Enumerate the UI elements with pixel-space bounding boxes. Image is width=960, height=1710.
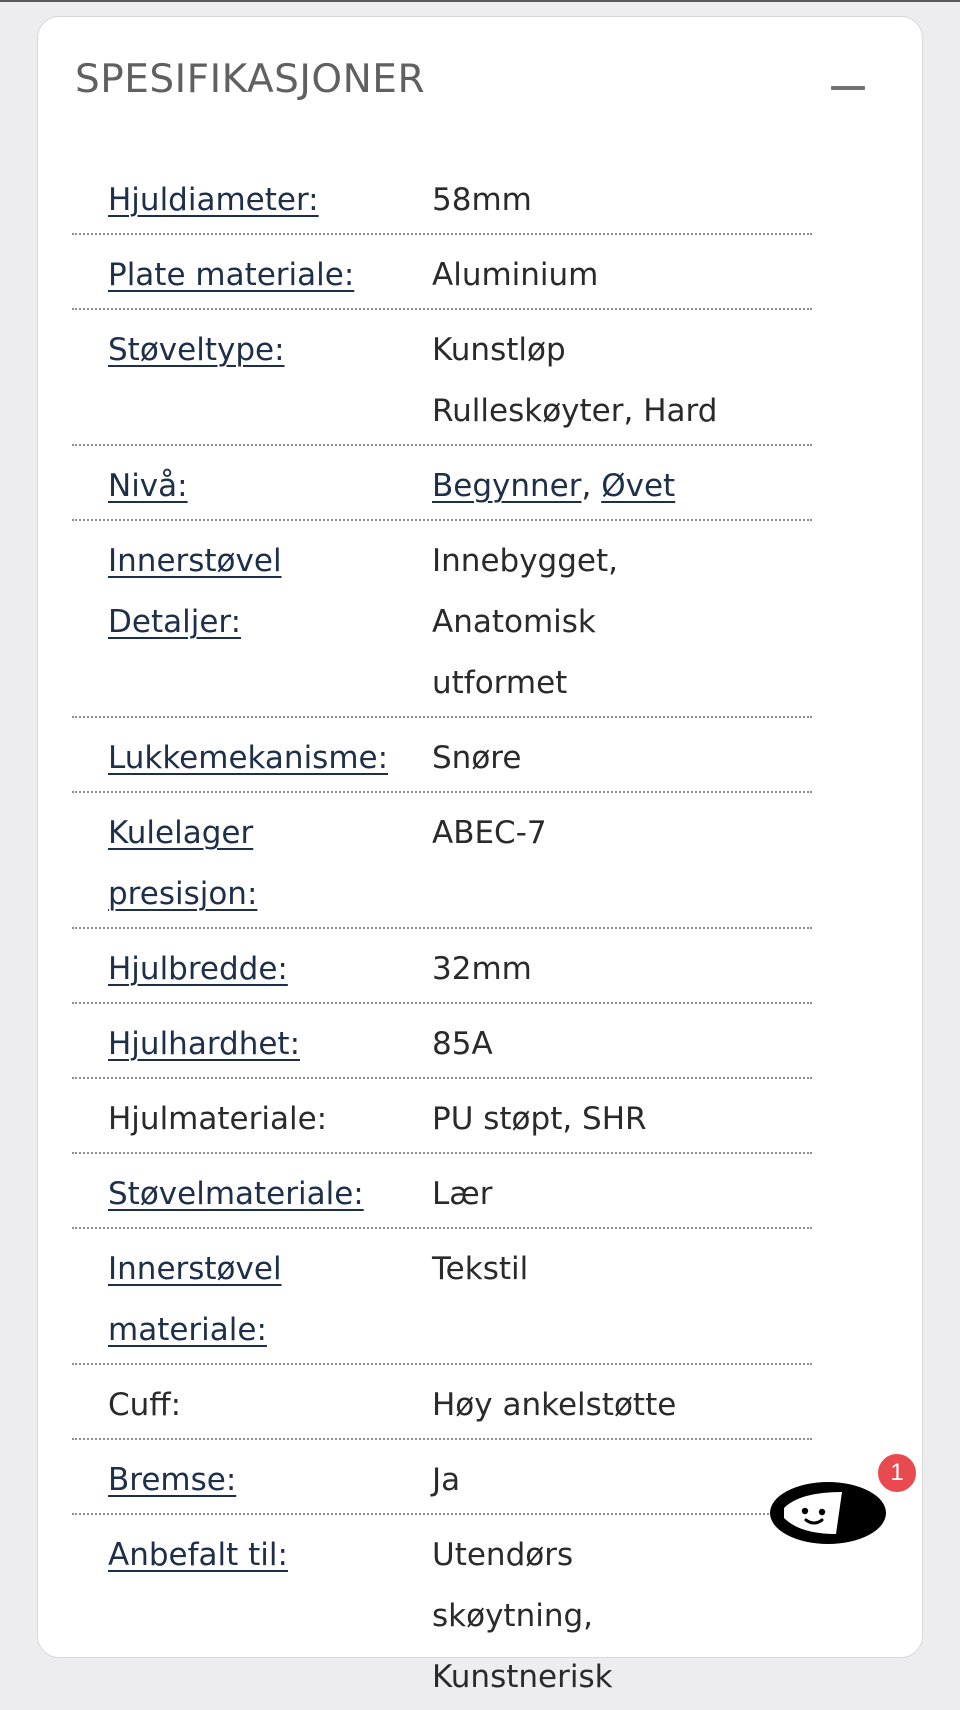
spec-row	[72, 718, 812, 793]
spec-row	[72, 1440, 812, 1515]
spec-row	[72, 235, 812, 310]
spec-value-text: Innebygget,	[432, 543, 618, 579]
spec-label	[72, 728, 432, 789]
spec-label-link[interactable]: Støvelmateriale:	[108, 1176, 364, 1212]
spec-label-link[interactable]: Detaljer:	[108, 604, 242, 640]
spec-value-text: 58mm	[432, 182, 532, 218]
spec-value-text: ABEC-7	[432, 815, 547, 851]
spec-value-text: PU støpt, SHR	[432, 1101, 647, 1137]
section-title: SPESIFIKASJONER	[75, 57, 426, 102]
spec-label-link[interactable]: materiale:	[108, 1312, 267, 1348]
spec-row	[72, 1154, 812, 1229]
spec-label	[72, 1450, 432, 1511]
spec-row	[72, 1004, 812, 1079]
spec-label-link[interactable]: Anbefalt til:	[108, 1537, 288, 1573]
spec-row	[72, 1229, 812, 1365]
spec-label-link[interactable]: Lukkemekanisme:	[108, 740, 389, 776]
spec-value-text: Tekstil	[432, 1251, 529, 1287]
spec-label	[72, 1525, 432, 1708]
spec-value-text: skøytning,	[432, 1598, 594, 1634]
minus-icon	[831, 86, 865, 90]
spec-value-text: Snøre	[432, 740, 522, 776]
spec-value	[432, 320, 812, 442]
spec-row	[72, 1079, 812, 1154]
spec-value	[432, 456, 812, 517]
spec-value-text: 32mm	[432, 951, 532, 987]
spec-label-link[interactable]: Hjulhardhet:	[108, 1026, 301, 1062]
spec-label	[72, 245, 432, 306]
spec-label-link[interactable]: Innerstøvel	[108, 1251, 282, 1287]
spec-label-link[interactable]: Kulelager	[108, 815, 254, 851]
spec-value-link[interactable]: Øvet	[601, 468, 676, 504]
spec-row	[72, 521, 812, 718]
spec-label-link[interactable]: Nivå:	[108, 468, 188, 504]
spec-value-text: Anatomisk	[432, 604, 596, 640]
top-border	[0, 0, 960, 2]
chat-widget-button[interactable]	[770, 1478, 892, 1548]
spec-row	[72, 1365, 812, 1440]
spec-value	[432, 1014, 812, 1075]
spec-value	[432, 1164, 812, 1225]
spec-value-text: Lær	[432, 1176, 493, 1212]
spec-label-link[interactable]: presisjon:	[108, 876, 258, 912]
spec-value-text: Kunstnerisk	[432, 1659, 613, 1695]
spec-label-link[interactable]: Innerstøvel	[108, 543, 282, 579]
spec-label-link[interactable]: Hjulbredde:	[108, 951, 288, 987]
spec-row	[72, 446, 812, 521]
spec-label	[72, 1239, 432, 1361]
spec-label-text: Hjulmateriale:	[108, 1101, 328, 1137]
spec-value	[432, 245, 812, 306]
spec-value-text: Ja	[432, 1462, 461, 1498]
chat-face-icon	[770, 1478, 892, 1548]
spec-value-text: Utendørs	[432, 1537, 574, 1573]
spec-label-text: Cuff:	[108, 1387, 182, 1423]
spec-value	[432, 1375, 812, 1436]
spec-value	[432, 531, 812, 714]
spec-label	[72, 170, 432, 231]
spec-label	[72, 1014, 432, 1075]
spec-value-text: Rulleskøyter, Hard	[432, 393, 718, 429]
spec-value-text: Høy ankelstøtte	[432, 1387, 677, 1423]
spec-row	[72, 793, 812, 929]
spec-value-link[interactable]: Begynner	[432, 468, 582, 504]
value-separator: ,	[581, 468, 602, 504]
notification-badge: 1	[876, 1452, 918, 1494]
spec-label	[72, 1089, 432, 1150]
spec-label-link[interactable]: Bremse:	[108, 1462, 237, 1498]
spec-row	[72, 929, 812, 1004]
spec-label	[72, 803, 432, 925]
spec-label	[72, 456, 432, 517]
spec-row	[72, 1515, 812, 1710]
spec-value	[432, 170, 812, 231]
spec-label-link[interactable]: Hjuldiameter:	[108, 182, 319, 218]
spec-value-text: Aluminium	[432, 257, 599, 293]
spec-row	[72, 310, 812, 446]
spec-value	[432, 1525, 812, 1708]
spec-label	[72, 1375, 432, 1436]
spec-value-text: utformet	[432, 665, 568, 701]
spec-value	[432, 803, 812, 925]
spec-label	[72, 1164, 432, 1225]
spec-value	[432, 1239, 812, 1361]
spec-value	[432, 1089, 812, 1150]
spec-label	[72, 939, 432, 1000]
collapse-button[interactable]	[831, 75, 867, 103]
spec-value-text: Kunstløp	[432, 332, 566, 368]
spec-value-text: 85A	[432, 1026, 493, 1062]
spec-label	[72, 320, 432, 442]
spec-label	[72, 531, 432, 714]
spec-label-link[interactable]: Støveltype:	[108, 332, 285, 368]
spec-value	[432, 1450, 812, 1511]
spec-row	[72, 160, 812, 235]
spec-table	[72, 160, 812, 1710]
spec-label-link[interactable]: Plate materiale:	[108, 257, 355, 293]
spec-value	[432, 728, 812, 789]
spec-value	[432, 939, 812, 1000]
